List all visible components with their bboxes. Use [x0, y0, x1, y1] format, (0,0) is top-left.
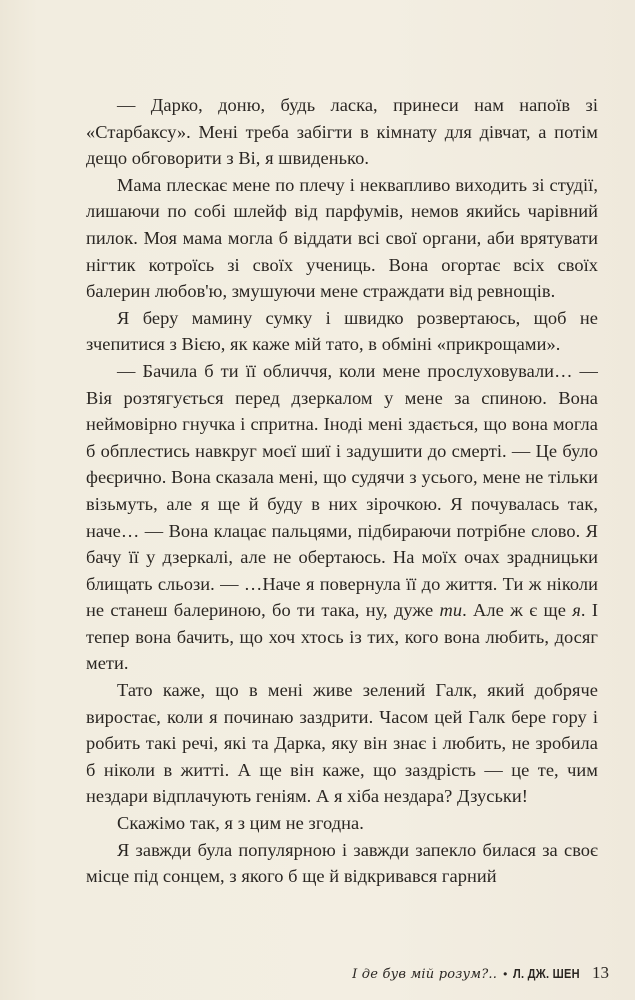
emphasis-text: ти — [439, 600, 463, 621]
paragraph-text: . Але ж є ще — [462, 600, 573, 621]
paragraph: — Дарко, доню, будь ласка, принеси нам напоїв зі «Старбаксу». Мені треба забігти в кімнату для дівчат, а потім дещо обговорити з Ві, я швиденько. — [86, 95, 598, 169]
page-footer — [352, 963, 609, 983]
running-title: І де був мій розум?.. — [352, 967, 498, 982]
emphasis-text: я — [572, 600, 581, 621]
paragraph: Скажімо так, я з цим не згодна. — [117, 813, 364, 834]
running-author: Л. ДЖ. ШЕН — [513, 966, 581, 981]
footer-separator: • — [503, 967, 508, 981]
page-number: 13 — [592, 963, 609, 982]
paragraph: Я завжди була популярною і завжди запекло билася за своє місце під сонцем, з якого б ще й відкривався гарний — [86, 839, 598, 887]
paragraph-text: — Бачила б ти її обличчя, коли мене прослуховували… — Вія розтягується перед дзеркалом у мене за спиною. Вона неймовірно гнучка і спритна. Іноді мені здається, що вона могла б обплестись навкруг моєї шиї і задушити до смерті. — Це було феєрично. Вона сказала мені, що судячи з усього, мене не тільки візьмуть, але я ще й буду в них зірочкою. Я почувалась так, наче… — Вона клацає пальцями, підбираючи потрібне слово. Я бачу її у дзеркалі, але не обертаюсь. На моїх очах зрадницьки блищать сльози. — …Наче я повернула її до життя. Ти ж ніколи не станеш балериною, бо ти така, ну, дуже — [86, 360, 598, 621]
paragraph — [86, 358, 598, 677]
paragraph: Я беру мамину сумку і швидко розвертаюсь, щоб не зчепитися з Вією, як каже мій тато, в обміні «прикрощами». — [86, 307, 598, 355]
body-text — [86, 92, 598, 890]
paragraph-text: . І тепер вона бачить, що хоч хтось із тих, кого вона любить, досяг мети. — [86, 600, 598, 674]
paragraph: Мама плескає мене по плечу і неквапливо виходить зі студії, лишаючи по собі шлейф від парфумів, немов якийсь чарівний пилок. Моя мама могла б віддати всі свої органи, аби врятувати нігтик котроїсь зі своїх учениць. Вона огортає всіх своїх балерин любов'ю, змушуючи мене страждати від ревнощів. — [86, 174, 598, 302]
paragraph: Тато каже, що в мені живе зелений Галк, який добряче виростає, коли я починаю заздрити. Часом цей Галк бере гору і робить такі речі, які та Дарка, яку він знає і любить, не зробила б ніколи в житті. А ще він каже, що заздрість — це те, чим нездари відплачують геніям. А я хіба нездара? Дзуськи! — [86, 680, 598, 807]
